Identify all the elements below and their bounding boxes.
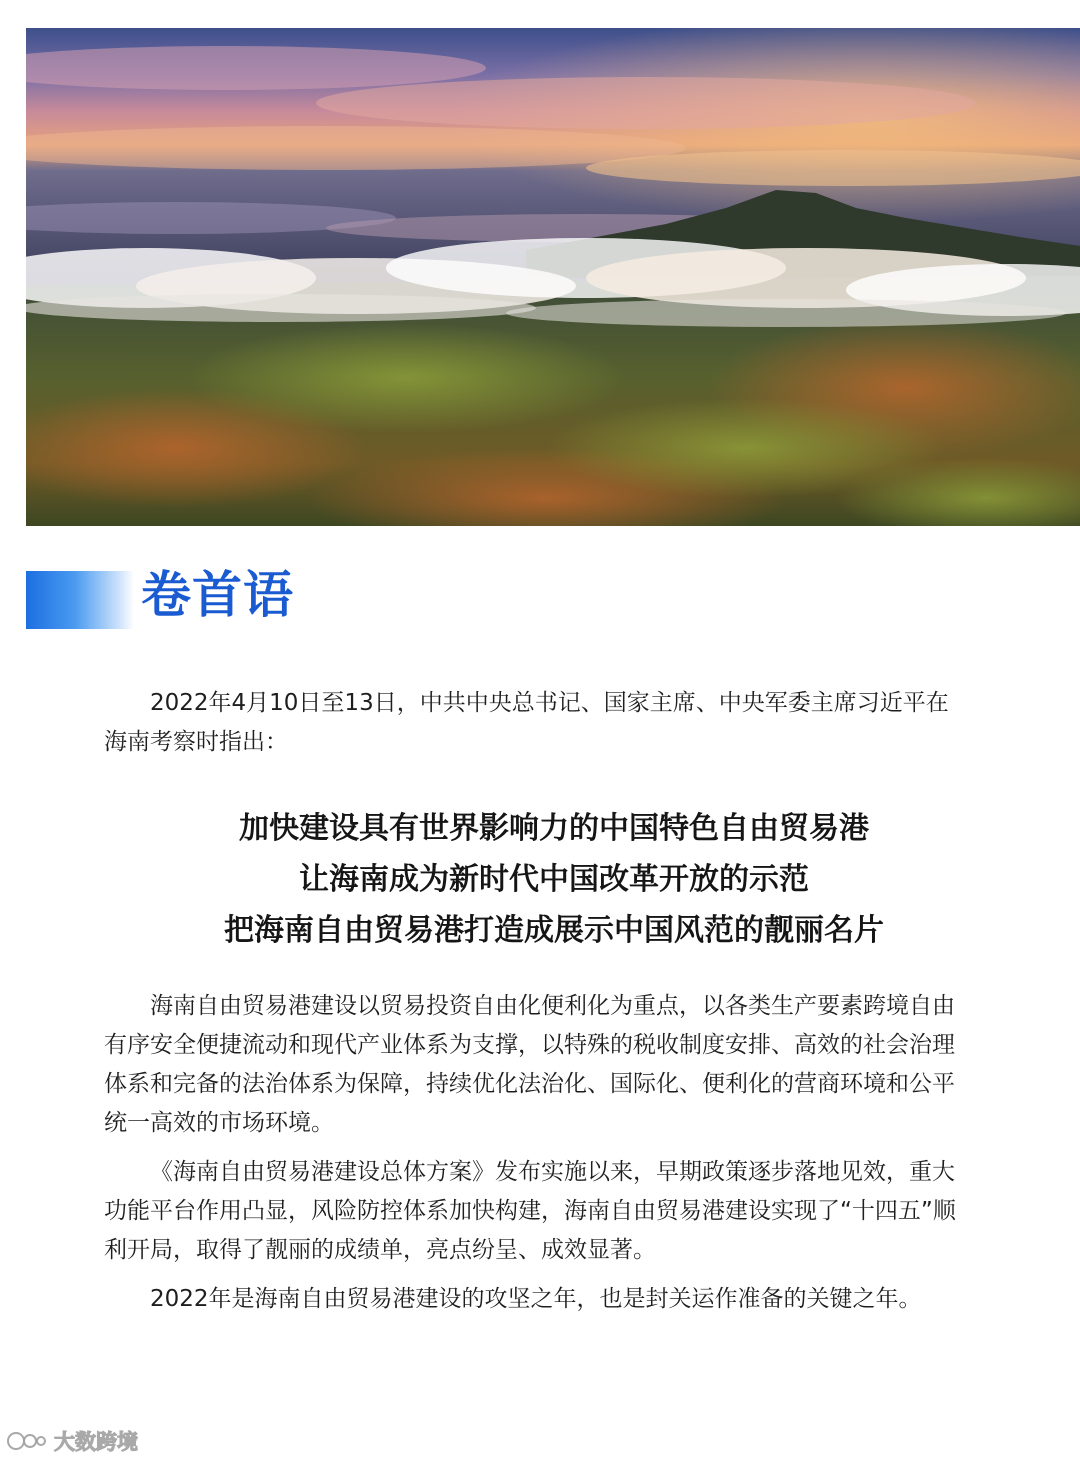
brand-logo-icon xyxy=(6,1428,48,1454)
hero-photo xyxy=(26,28,1080,526)
heading-accent-bar xyxy=(26,571,134,629)
watermark xyxy=(6,1424,138,1458)
quote-line: 把海南自由贸易港打造成展示中国风范的靓丽名片 xyxy=(224,913,884,948)
quote-line: 让海南成为新时代中国改革开放的示范 xyxy=(299,862,809,897)
watermark-text: 大数跨境 xyxy=(54,1430,138,1454)
body-paragraph: 《海南自由贸易港建设总体方案》发布实施以来，早期政策逐步落地见效，重大功能平台作用凸显，风险防控体系加快构建，海南自由贸易港建设实现了“十四五”顺利开局，取得了靓丽的成绩单，亮点纷呈、成效显著。 xyxy=(104,1159,956,1263)
key-quote xyxy=(104,803,1004,956)
mountain-landscape-image xyxy=(26,28,1080,526)
quote-line: 加快建设具有世界影响力的中国特色自由贸易港 xyxy=(239,811,869,846)
body-paragraph: 海南自由贸易港建设以贸易投资自由化便利化为重点，以各类生产要素跨境自由有序安全便捷流动和现代产业体系为支撑，以特殊的税收制度安排、高效的社会治理体系和完备的法治体系为保障，持续优化法治化、国际化、便利化的营商环境和公平统一高效的市场环境。 xyxy=(104,993,955,1136)
body-paragraph: 2022年是海南自由贸易港建设的攻坚之年，也是封关运作准备的关键之年。 xyxy=(150,1286,922,1312)
page-title: 卷首语 xyxy=(141,566,294,624)
section-heading xyxy=(26,568,426,630)
intro-paragraph: 2022年4月10日至13日，中共中央总书记、国家主席、中央军委主席习近平在海南考察时指出： xyxy=(104,690,949,755)
